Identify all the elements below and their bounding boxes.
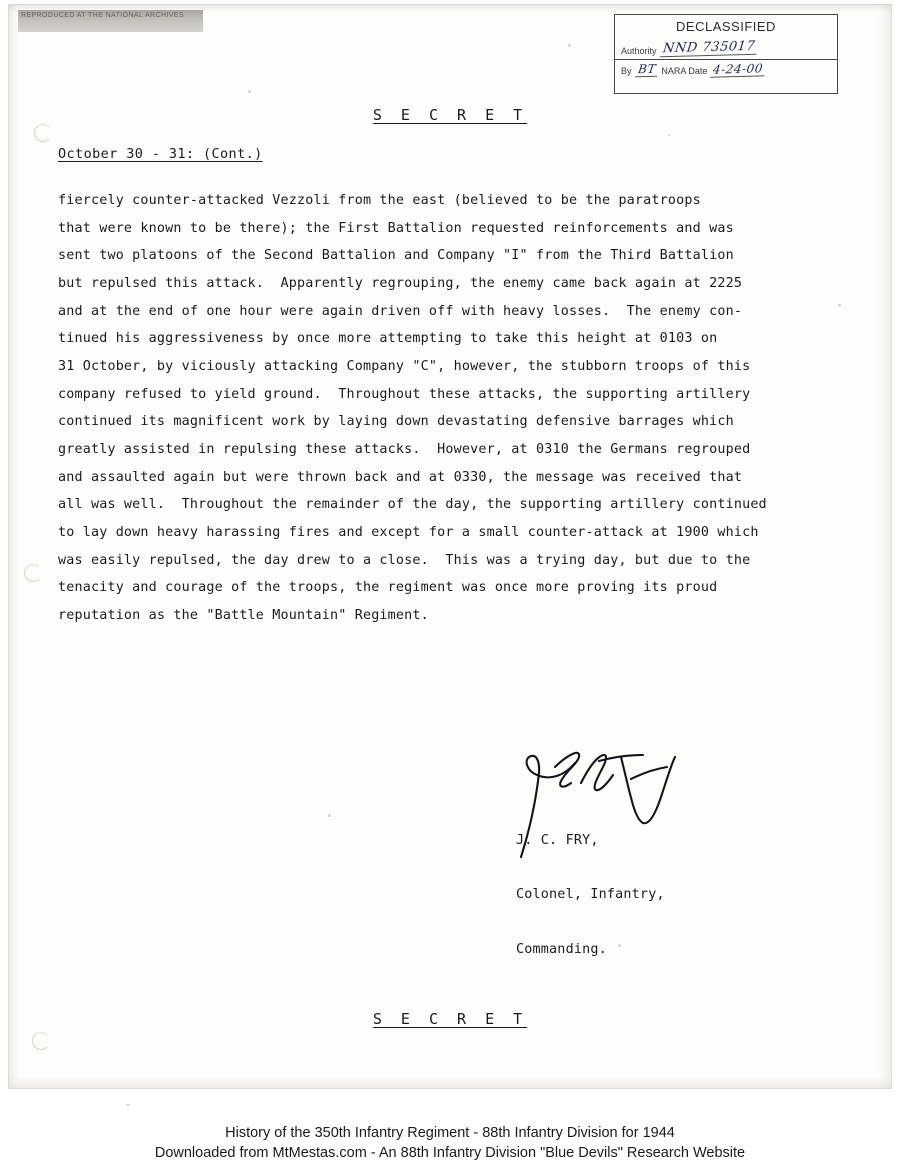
page-edge-shadow-left: [8, 4, 18, 1089]
body-line: reputation as the "Battle Mountain" Regiment.: [58, 607, 429, 623]
punch-hole-mark: [32, 1032, 50, 1050]
by-label: By: [621, 66, 632, 77]
page-edge-shadow-bottom: [8, 1077, 892, 1089]
footer-source: Downloaded from MtMestas.com - An 88th Infantry Division "Blue Devils" Research Website: [154, 1145, 746, 1161]
declassified-stamp: [614, 14, 838, 94]
classification-marking-top: [8, 106, 892, 124]
page-footer-caption: [0, 1125, 900, 1161]
body-line: that were known to be there); the First Battalion requested reinforcements and was: [58, 220, 734, 236]
classification-marking-bottom: [8, 1010, 892, 1028]
by-value: BT: [635, 62, 658, 76]
scan-speck: [568, 44, 571, 47]
scan-speck: [618, 944, 621, 947]
authority-label: Authority: [621, 45, 657, 56]
signer-name: J. C. FRY,: [516, 833, 599, 849]
body-line: was easily repulsed, the day drew to a close. This was a trying day, but due to the: [58, 552, 751, 568]
body-line: 31 October, by viciously attacking Company "C", however, the stubborn troops of this: [58, 358, 751, 374]
body-line: sent two platoons of the Second Battalion and Company "I" from the Third Battalion: [58, 248, 734, 264]
classification-top-text: S E C R E T: [372, 106, 528, 124]
body-line: company refused to yield ground. Throughout these attacks, the supporting artillery: [58, 386, 751, 402]
signer-rank: Colonel, Infantry,: [516, 887, 665, 903]
body-line: all was well. Throughout the remainder of the day, the supporting artillery continued: [58, 497, 767, 513]
declassified-authority-row: [615, 38, 837, 57]
signer-role: Commanding.: [516, 941, 607, 957]
signature-block: [516, 796, 665, 995]
repro-stamp-text: REPRODUCED AT THE NATIONAL ARCHIVES: [21, 12, 184, 19]
punch-hole-mark: [24, 564, 42, 582]
declassified-divider: [615, 59, 837, 60]
declassified-by-row: [615, 60, 837, 77]
scan-speck: [668, 134, 670, 136]
body-line: tinued his aggressiveness by once more attempting to take this height at 0103 on: [58, 331, 718, 347]
page-edge-shadow-right: [878, 4, 892, 1089]
nara-date-label: NARA Date: [661, 66, 708, 77]
body-line: greatly assisted in repulsing these attacks. However, at 0310 the Germans regrouped: [58, 441, 751, 457]
scan-speck: [328, 814, 331, 817]
body-line: to lay down heavy harassing fires and except for a small counter-attack at 1900 which: [58, 524, 759, 540]
section-date-heading: October 30 - 31: (Cont.): [58, 146, 263, 162]
scan-speck: [126, 1104, 130, 1106]
scanned-document-page: [8, 4, 892, 1089]
nara-date-value: 4-24-00: [711, 62, 767, 77]
authority-value: NND 735017: [660, 40, 758, 57]
scan-speck: [248, 90, 251, 93]
classification-bottom-text: S E C R E T: [372, 1010, 528, 1028]
body-line: and assaulted again but were thrown back and at 0330, the message was received that: [58, 469, 743, 485]
punch-hole-mark: [34, 124, 52, 142]
body-line: and at the end of one hour were again driven off with heavy losses. The enemy con-: [58, 303, 743, 319]
body-line: fiercely counter-attacked Vezzoli from the east (believed to be the paratroops: [58, 193, 701, 208]
scan-speck: [838, 304, 841, 307]
body-line: tenacity and courage of the troops, the regiment was once more proving its proud: [58, 580, 718, 596]
declassified-title: DECLASSIFIED: [676, 19, 776, 34]
footer-title: History of the 350th Infantry Regiment - 88th Infantry Division for 1944: [225, 1125, 675, 1141]
body-line: but repulsed this attack. Apparently regrouping, the enemy came back again at 2225: [58, 275, 743, 291]
national-archives-repro-stamp: [18, 10, 203, 32]
body-line: continued its magnificent work by laying down devastating defensive barrages which: [58, 414, 734, 430]
document-body: [58, 194, 818, 637]
